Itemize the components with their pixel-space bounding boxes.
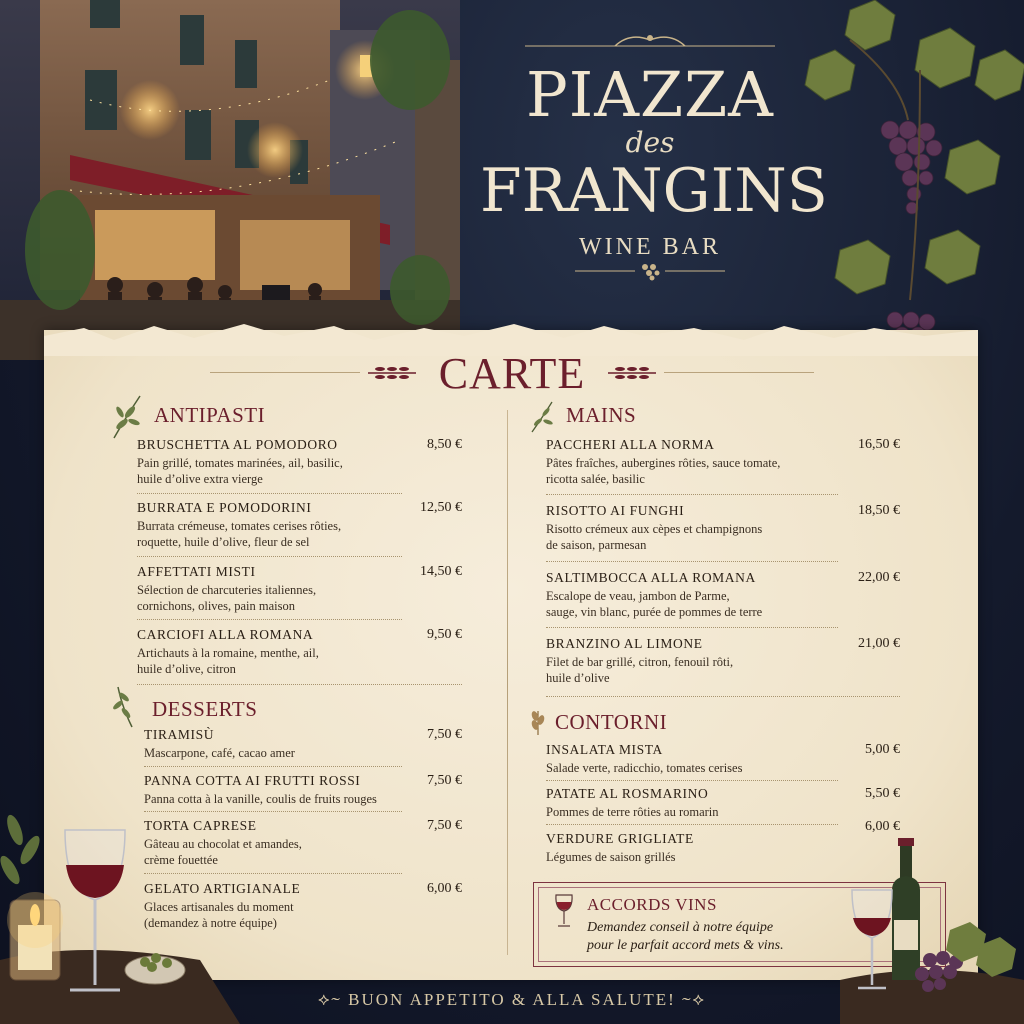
- item-desc-line2: cornichons, olives, pain maison: [137, 599, 295, 613]
- footer-ornament-left-icon: ⟡⁓: [318, 990, 349, 1009]
- menu-item: [546, 831, 846, 865]
- item-desc-line2: sauge, vin blanc, purée de pommes de terre: [546, 605, 763, 619]
- section-separator: [137, 684, 462, 685]
- item-separator: [137, 493, 402, 494]
- item-name: PANNA COTTA AI FRUTTI ROSSI: [144, 773, 361, 788]
- item-price: 5,00 €: [865, 742, 900, 757]
- title-subtitle: WINE BAR: [579, 234, 721, 260]
- menu-item: [144, 727, 462, 761]
- menu-item: [546, 742, 900, 776]
- olive-branch-icon: [108, 392, 144, 442]
- item-separator: [546, 780, 838, 781]
- item-desc-line1: Artichauts à la romaine, menthe, ail,: [137, 646, 319, 660]
- olive-branch-icon: [110, 683, 140, 729]
- item-price: 16,50 €: [858, 437, 900, 452]
- item-name: RISOTTO AI FUNGHI: [546, 503, 685, 518]
- item-price: 7,50 €: [427, 727, 462, 742]
- item-price: 7,50 €: [427, 773, 462, 788]
- menu-item: [546, 570, 900, 620]
- menu-item: [137, 627, 462, 677]
- menu-item: [137, 564, 462, 614]
- item-desc-line1: Escalope de veau, jambon de Parme,: [546, 589, 730, 603]
- item-price: 6,00 €: [427, 881, 462, 896]
- wine-pairing-line1: Demandez conseil à notre équipe: [587, 920, 774, 935]
- item-price: 7,50 €: [427, 818, 462, 833]
- item-name: CARCIOFI ALLA ROMANA: [137, 627, 314, 642]
- item-desc-line1: Légumes de saison grillés: [546, 850, 676, 864]
- item-separator: [546, 627, 838, 628]
- wine-pairing-line2: pour le parfait accord mets & vins.: [587, 938, 784, 953]
- item-separator: [546, 561, 838, 562]
- item-name: TIRAMISÙ: [144, 727, 215, 742]
- section-title-desserts: DESSERTS: [152, 697, 258, 721]
- item-desc-line1: Glaces artisanales du moment: [144, 900, 294, 914]
- item-name: PATATE AL ROSMARINO: [546, 786, 709, 801]
- item-name: INSALATA MISTA: [546, 742, 663, 757]
- item-desc-line1: Mascarpone, café, cacao amer: [144, 746, 295, 760]
- wheat-sprig-icon: [528, 708, 548, 736]
- top-ornament-icon: [525, 28, 775, 52]
- item-desc-line2: (demandez à notre équipe): [144, 916, 277, 930]
- item-name: BURRATA E POMODORINI: [137, 500, 312, 515]
- item-desc-line2: crème fouettée: [144, 853, 218, 867]
- item-name: AFFETTATI MISTI: [137, 564, 256, 579]
- item-separator: [137, 619, 402, 620]
- menu-item: [137, 437, 462, 487]
- item-desc-line2: huile d’olive: [546, 671, 610, 685]
- item-desc-line1: Sélection de charcuteries italiennes,: [137, 583, 317, 597]
- item-name: TORTA CAPRESE: [144, 818, 257, 833]
- item-separator: [137, 556, 402, 557]
- title-line-3: FRANGINS: [480, 156, 828, 226]
- section-separator: [546, 696, 900, 697]
- restaurant-title-block: [480, 28, 828, 283]
- item-price: 18,50 €: [858, 503, 900, 518]
- item-desc-line1: Pain grillé, tomates marinées, ail, basilic,: [137, 456, 343, 470]
- footer-ornament-right-icon: ⁓⟡: [682, 990, 706, 1009]
- menu-item: [546, 636, 900, 686]
- wine-pairing-title: ACCORDS VINS: [587, 895, 717, 914]
- item-desc-line1: Filet de bar grillé, citron, fenouil rôti,: [546, 655, 734, 669]
- item-desc-line2: roquette, huile d’olive, fleur de sel: [137, 535, 310, 549]
- item-separator: [546, 824, 838, 825]
- item-desc-line2: ricotta salée, basilic: [546, 472, 645, 486]
- item-name: PACCHERI ALLA NORMA: [546, 437, 715, 452]
- item-price: 14,50 €: [420, 564, 462, 579]
- item-price: 6,00 €: [865, 819, 900, 834]
- item-name: BRUSCHETTA AL POMODORO: [137, 437, 338, 452]
- menu-item: [546, 503, 900, 553]
- item-desc-line1: Panna cotta à la vanille, coulis de fruits rouges: [144, 792, 377, 806]
- olive-branch-icon: [528, 400, 556, 434]
- item-name: VERDURE GRIGLIATE: [546, 831, 694, 846]
- menu-item: [137, 500, 462, 550]
- item-price: 12,50 €: [420, 500, 462, 515]
- menu-item: [546, 786, 900, 820]
- item-desc-line2: de saison, parmesan: [546, 538, 647, 552]
- item-desc-line1: Gâteau au chocolat et amandes,: [144, 837, 302, 851]
- grape-ornament-icon: [575, 261, 725, 283]
- item-desc-line1: Salade verte, radicchio, tomates cerises: [546, 761, 743, 775]
- item-desc-line1: Risotto crémeux aux cèpes et champignons: [546, 522, 763, 536]
- item-desc-line2: huile d’olive extra vierge: [137, 472, 263, 486]
- column-divider: [507, 410, 508, 955]
- item-name: SALTIMBOCCA ALLA ROMANA: [546, 570, 756, 585]
- item-desc-line1: Burrata crémeuse, tomates cerises rôties,: [137, 519, 342, 533]
- item-desc-line1: Pommes de terre rôties au romarin: [546, 805, 719, 819]
- footer-text: BUON APPETITO & ALLA SALUTE!: [348, 990, 676, 1009]
- item-price: 8,50 €: [427, 437, 462, 452]
- item-name: BRANZINO AL LIMONE: [546, 636, 703, 651]
- footer-text-row: [0, 990, 1024, 1010]
- item-separator: [546, 494, 838, 495]
- item-price: 5,50 €: [865, 786, 900, 801]
- menu-item: [546, 437, 900, 487]
- item-desc-line2: huile d’olive, citron: [137, 662, 236, 676]
- table-decoration-left: [0, 790, 240, 1024]
- item-price: 21,00 €: [858, 636, 900, 651]
- item-price: 22,00 €: [858, 570, 900, 585]
- item-price: 9,50 €: [427, 627, 462, 642]
- item-separator: [144, 766, 402, 767]
- section-title-contorni: CONTORNI: [555, 710, 668, 734]
- item-name: GELATO ARTIGIANALE: [144, 881, 301, 896]
- section-title-antipasti: ANTIPASTI: [154, 403, 266, 427]
- wine-glass-icon: [553, 893, 575, 929]
- section-title-mains: MAINS: [566, 403, 637, 427]
- menu-heading: CARTE: [438, 349, 586, 398]
- title-line-2: des: [625, 126, 675, 159]
- title-line-1: PIAZZA: [526, 58, 774, 131]
- item-desc-line1: Pâtes fraîches, aubergines rôties, sauce tomate,: [546, 456, 781, 470]
